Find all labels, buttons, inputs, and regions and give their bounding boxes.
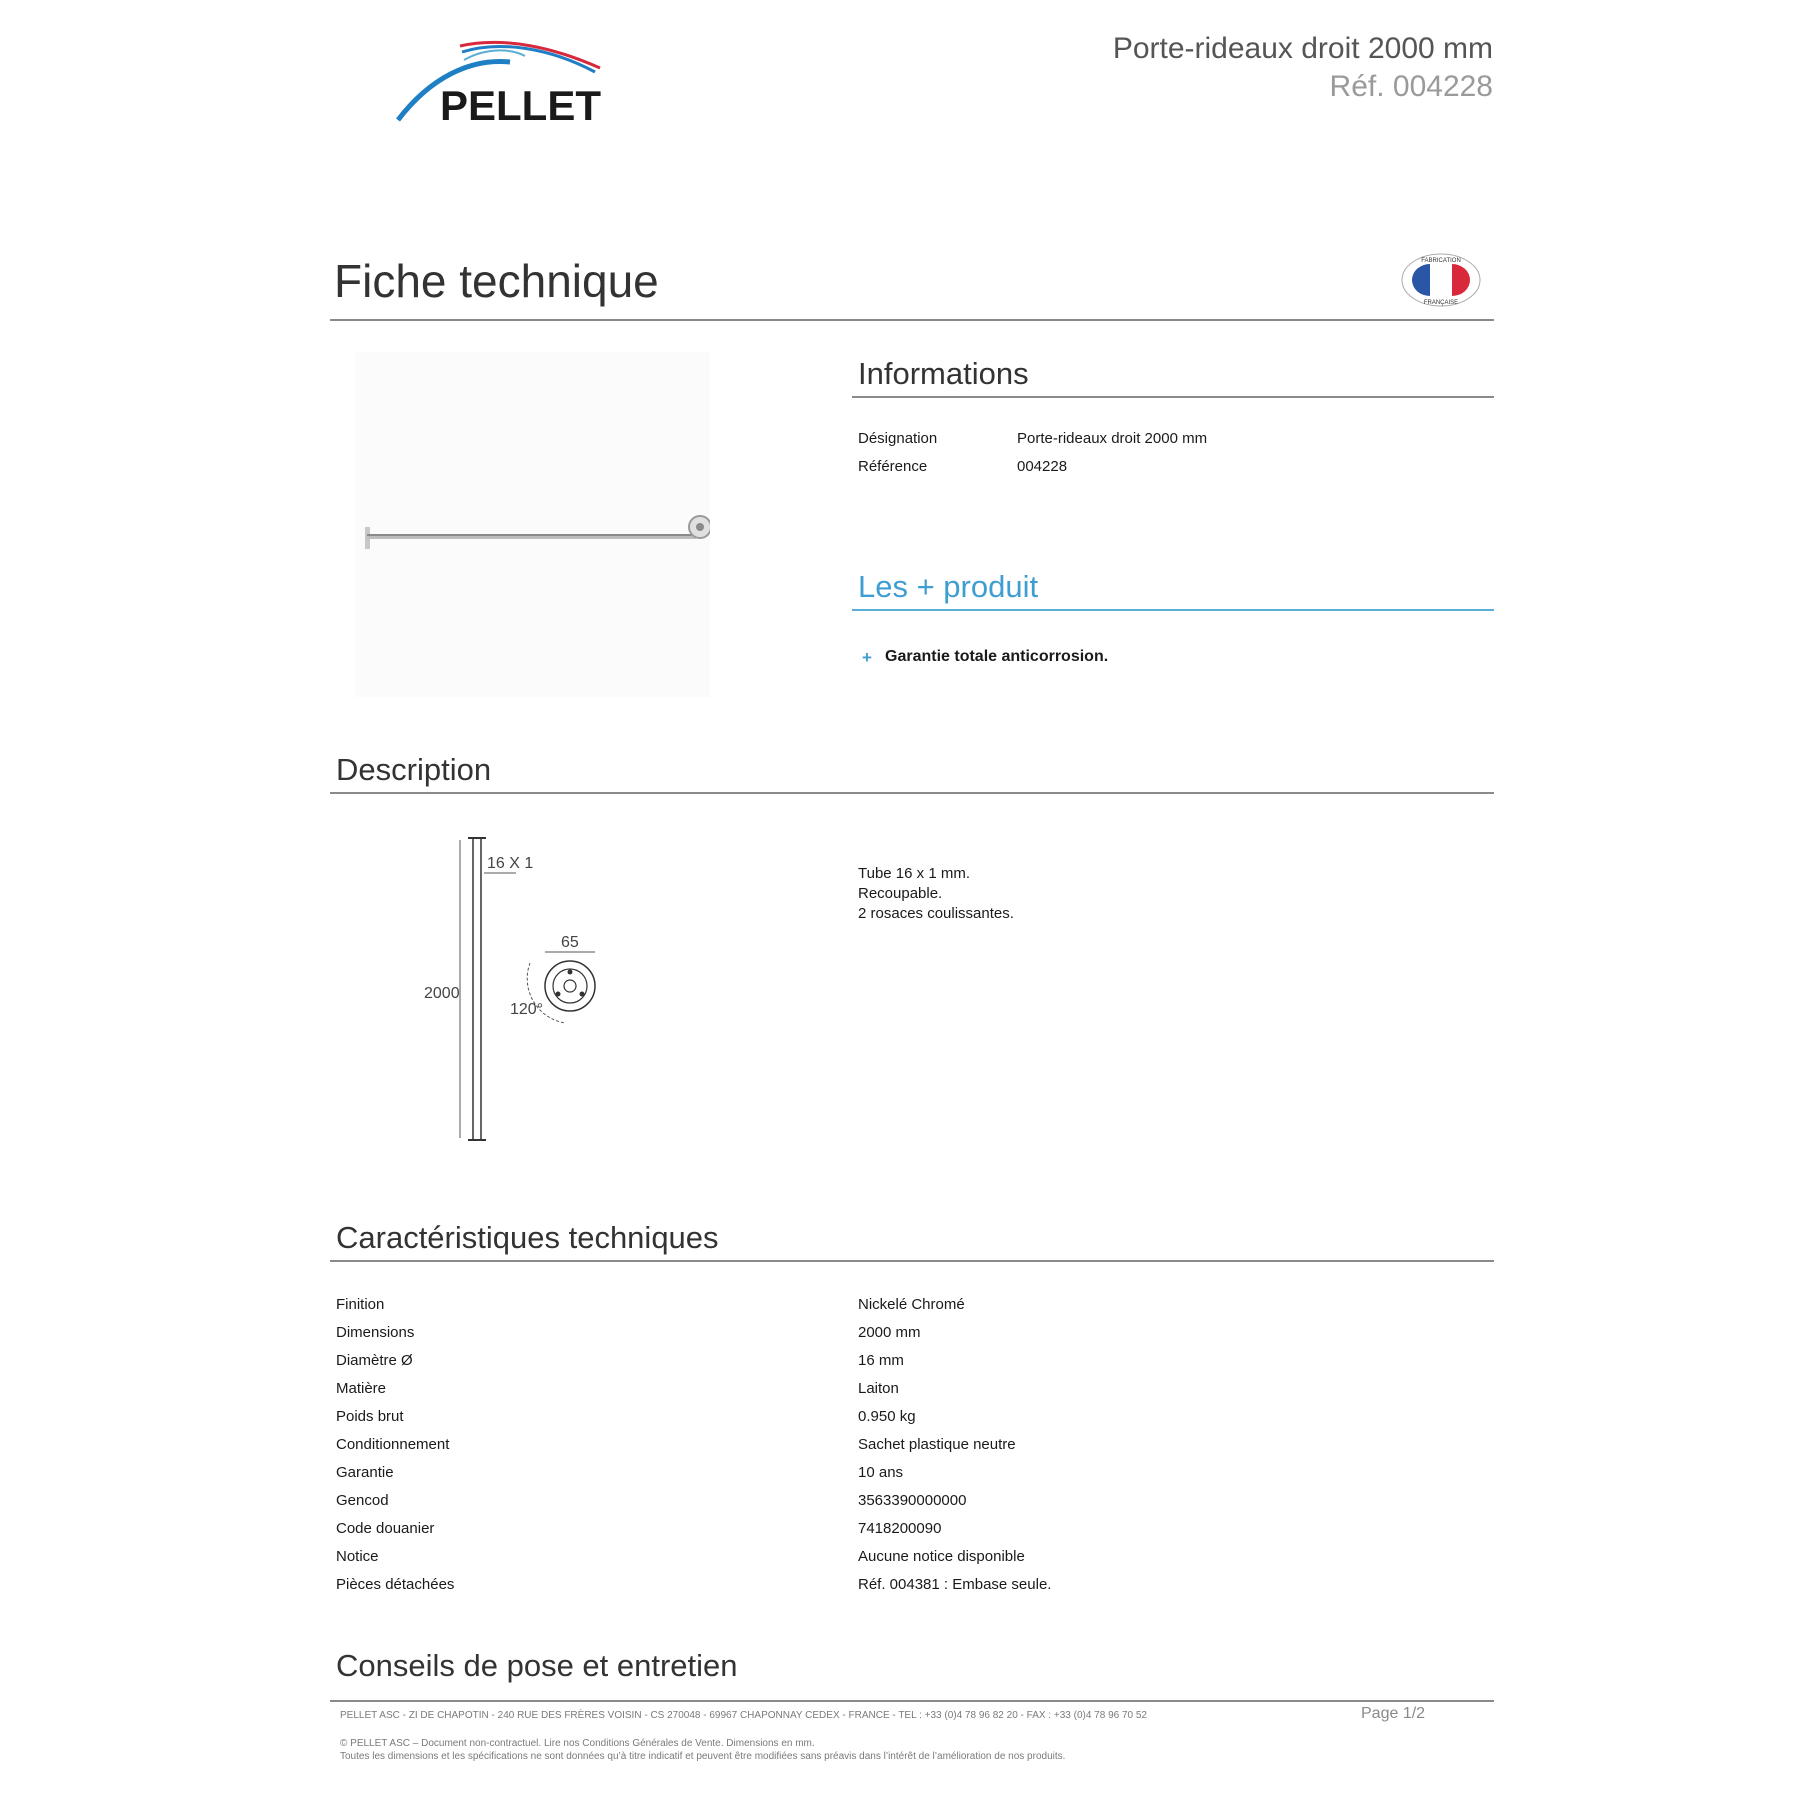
informations-rule bbox=[852, 396, 1494, 398]
footer-rule bbox=[330, 1700, 1494, 1702]
informations-heading: Informations bbox=[858, 356, 1029, 391]
info-value-designation: Porte-rideaux droit 2000 mm bbox=[1017, 430, 1208, 447]
page-title: Fiche technique bbox=[334, 255, 659, 307]
product-photo bbox=[355, 352, 710, 697]
description-line-3: 2 rosaces coulissantes. bbox=[858, 905, 1014, 922]
spec-label: Conditionnement bbox=[336, 1436, 450, 1453]
logo-text: PELLET bbox=[440, 82, 602, 128]
pellet-logo bbox=[390, 38, 640, 128]
header-product-title: Porte-rideaux droit 2000 mm bbox=[1112, 32, 1493, 65]
title-rule bbox=[330, 319, 1494, 321]
info-value-reference: 004228 bbox=[1017, 458, 1068, 475]
drawing-angle-label: 120° bbox=[510, 1001, 544, 1018]
spec-value: 7418200090 bbox=[858, 1520, 942, 1537]
description-rule bbox=[330, 792, 1494, 794]
drawing-length-label: 2000 bbox=[424, 985, 460, 1002]
page-number: Page 1/2 bbox=[1361, 1705, 1426, 1722]
spec-label: Garantie bbox=[336, 1464, 394, 1481]
plus-produit-rule bbox=[852, 609, 1494, 611]
spec-label: Poids brut bbox=[336, 1408, 404, 1425]
spec-label: Pièces détachées bbox=[336, 1576, 455, 1593]
caracteristiques-heading: Caractéristiques techniques bbox=[336, 1220, 719, 1255]
spec-value: 10 ans bbox=[858, 1464, 904, 1481]
footer-legal-2: Toutes les dimensions et les spécifications ne sont données qu’à titre indicatif et peuvent être modifiées sans préavis dans l’intérêt de l’amélioration de nos produits. bbox=[340, 1751, 1066, 1762]
spec-value: 16 mm bbox=[858, 1352, 904, 1369]
spec-label: Gencod bbox=[336, 1492, 389, 1509]
plus-produit-heading: Les + produit bbox=[858, 569, 1039, 604]
plus-produit-item: Garantie totale anticorrosion. bbox=[885, 648, 1109, 665]
spec-value: 3563390000000 bbox=[858, 1492, 967, 1509]
fabrication-francaise-badge bbox=[1400, 252, 1482, 308]
badge-text-bottom: FRANÇAISE bbox=[1423, 300, 1459, 306]
spec-value: Nickelé Chromé bbox=[858, 1296, 965, 1313]
drawing-diameter-label: 65 bbox=[561, 934, 579, 951]
header-product-ref: Réf. 004228 bbox=[1329, 70, 1493, 103]
description-line-2: Recoupable. bbox=[858, 885, 943, 902]
spec-label: Diamètre Ø bbox=[336, 1352, 413, 1369]
spec-value: Laiton bbox=[858, 1380, 899, 1397]
spec-label: Notice bbox=[336, 1548, 379, 1565]
spec-label: Finition bbox=[336, 1296, 385, 1313]
drawing-tube-label: 16 X 1 bbox=[487, 855, 534, 872]
description-heading: Description bbox=[336, 752, 492, 787]
footer-address: PELLET ASC - ZI DE CHAPOTIN - 240 RUE DES FRÈRES VOISIN - CS 270048 - 69967 CHAPONNAY CEDEX - FRANCE - TEL : +33 (0)4 78 96 82 20 - FAX : +33 (0)4 78 96 70 52 bbox=[340, 1710, 1147, 1721]
spec-value: Aucune notice disponible bbox=[858, 1548, 1025, 1565]
info-label-reference: Référence bbox=[858, 458, 928, 475]
spec-value: 0.950 kg bbox=[858, 1408, 916, 1425]
footer-legal-1: © PELLET ASC – Document non-contractuel. Lire nos Conditions Générales de Vente. Dimensions en mm. bbox=[340, 1738, 815, 1749]
caracteristiques-rule bbox=[330, 1260, 1494, 1262]
spec-value: Réf. 004381 : Embase seule. bbox=[858, 1576, 1052, 1593]
spec-label: Dimensions bbox=[336, 1324, 415, 1341]
spec-label: Code douanier bbox=[336, 1520, 435, 1537]
description-line-1: Tube 16 x 1 mm. bbox=[858, 865, 970, 882]
plus-icon: + bbox=[862, 648, 872, 667]
spec-label: Matière bbox=[336, 1380, 387, 1397]
info-label-designation: Désignation bbox=[858, 430, 938, 447]
technical-drawing bbox=[410, 828, 610, 1150]
spec-value: 2000 mm bbox=[858, 1324, 921, 1341]
spec-value: Sachet plastique neutre bbox=[858, 1436, 1016, 1453]
badge-text-top: FABRICATION bbox=[1421, 258, 1461, 264]
conseils-heading: Conseils de pose et entretien bbox=[336, 1648, 738, 1683]
